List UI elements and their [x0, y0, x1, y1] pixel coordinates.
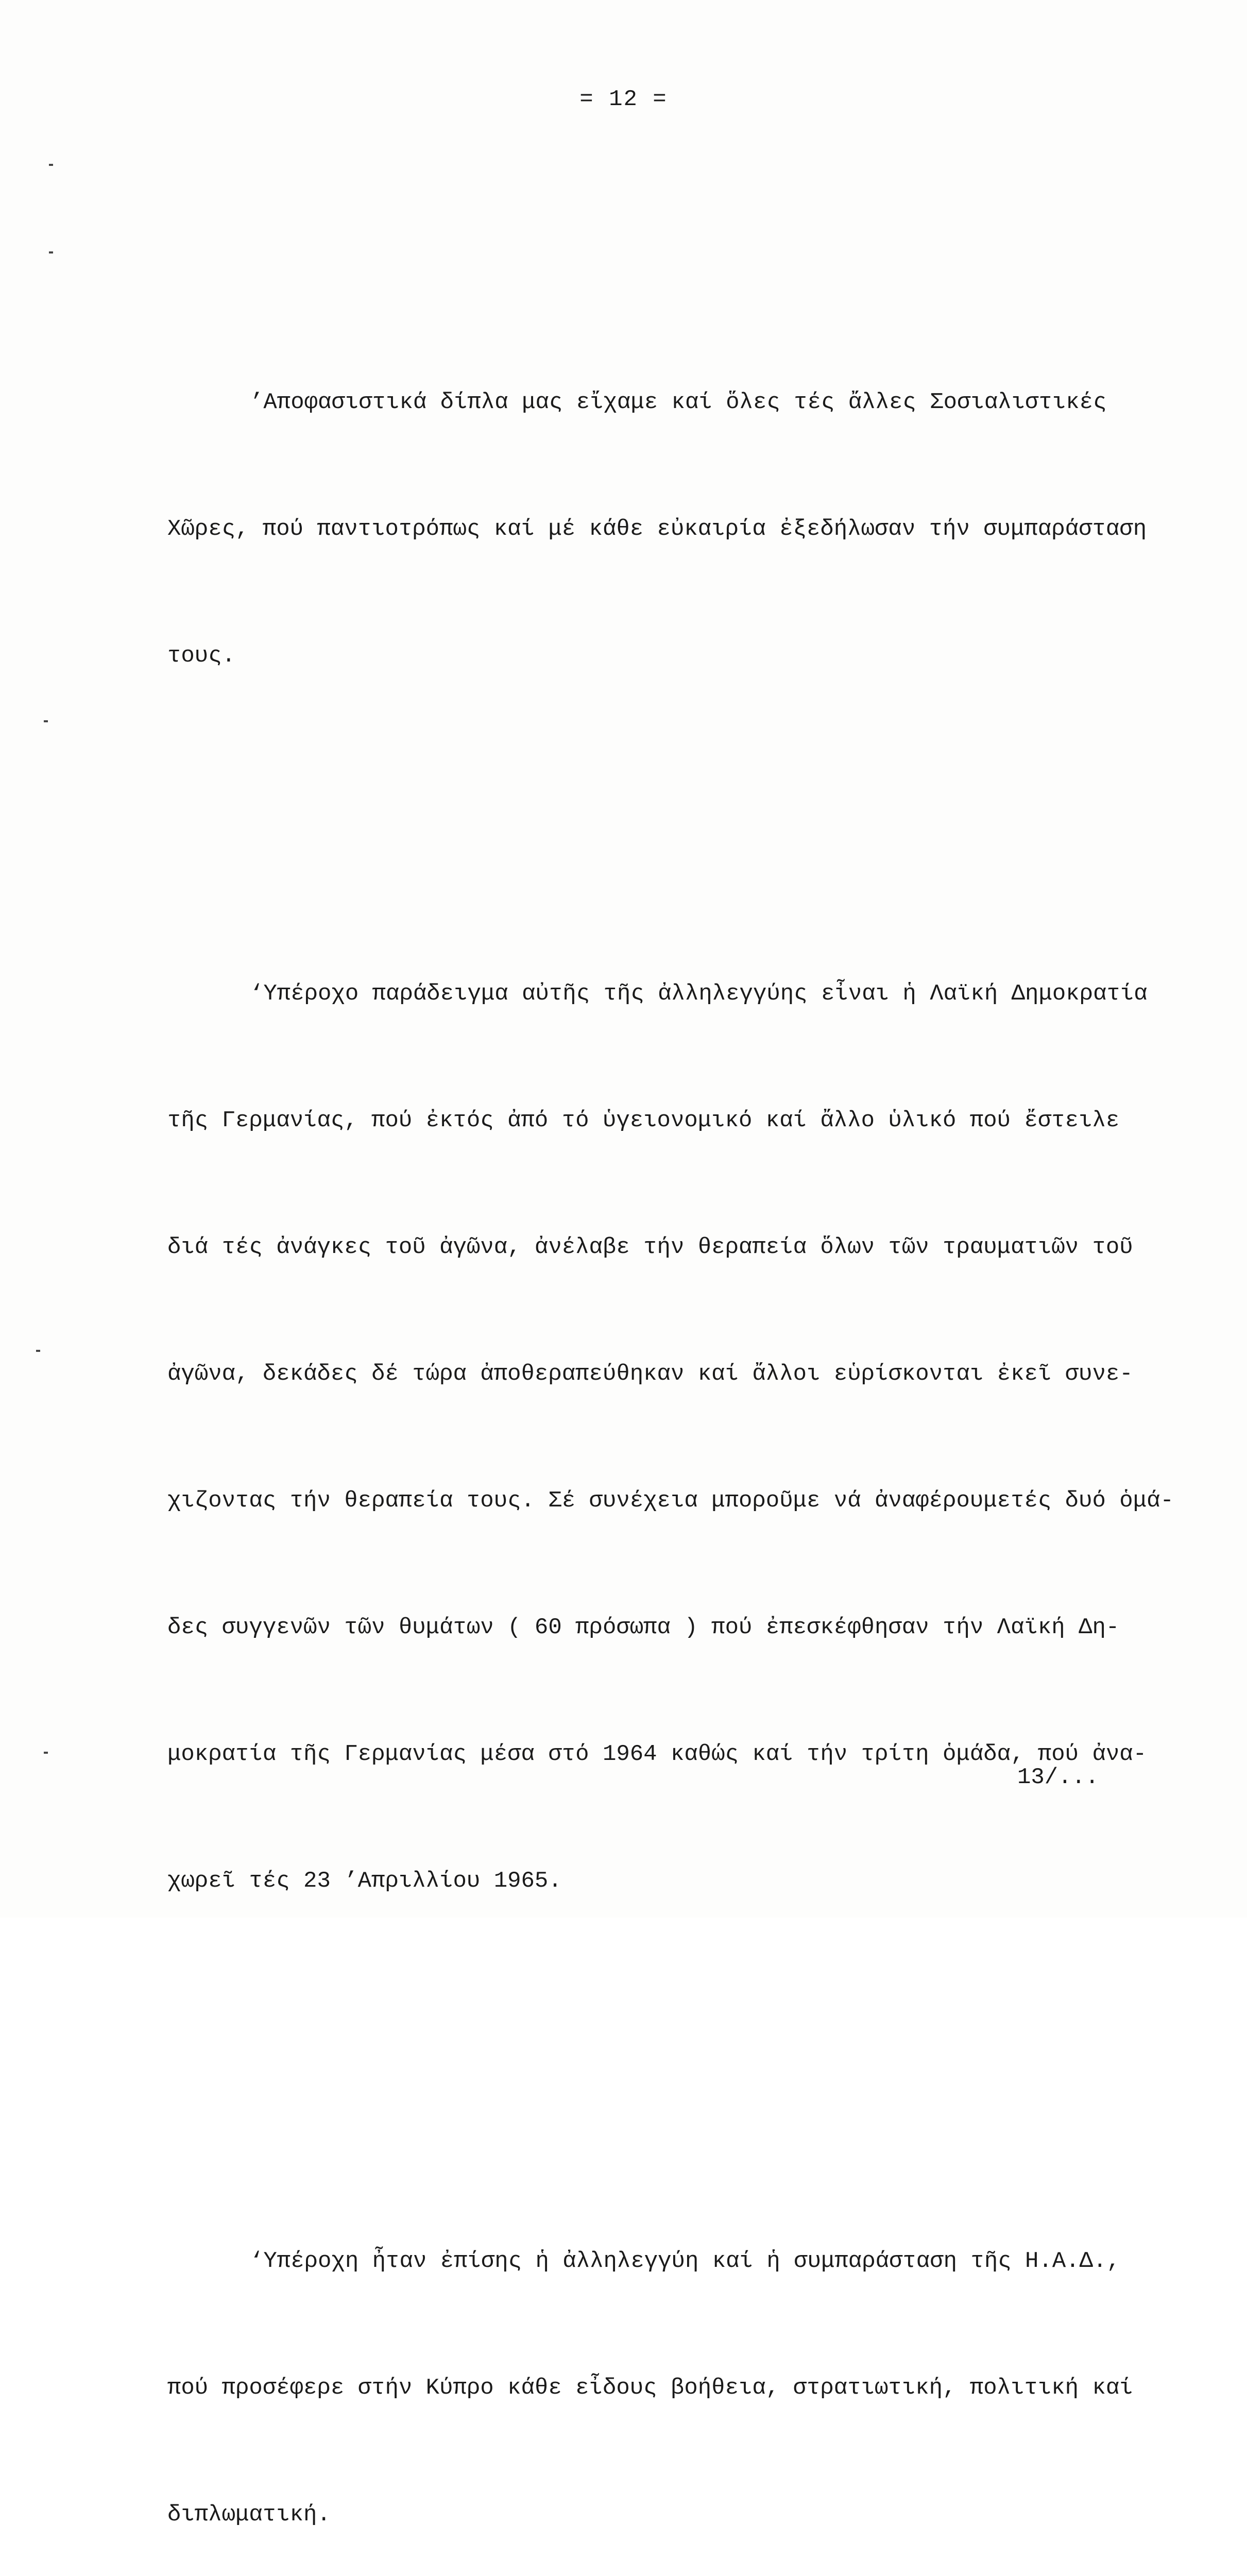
text-line: χιζοντας τήν θεραπεία τους. Σέ συνέχεια μποροῦμε νά ἀναφέρουμετές δυό ὁμά-	[167, 1488, 1174, 1514]
text-line: τῆς Γερμανίας, πού ἐκτός ἀπό τό ὑγειονομικό καί ἄλλο ὑλικό πού ἔστειλε	[167, 1108, 1120, 1133]
margin-mark	[36, 1350, 40, 1352]
paragraph	[167, 297, 1180, 761]
text-line: ‘Υπέροχο παράδειγμα αὐτῆς τῆς ἀλληλεγγύης εἶναι ἡ Λαϊκή Δημοκρατία	[250, 981, 1148, 1007]
margin-mark	[44, 720, 48, 722]
paragraph	[167, 888, 1180, 1987]
margin-mark	[44, 1752, 48, 1754]
text-line: πού προσέφερε στήν Κύπρο κάθε εἶδους βοήθεια, στρατιωτική, πολιτική καί	[167, 2375, 1133, 2401]
text-line: ἀγῶνα, δεκάδες δέ τώρα ἀποθεραπεύθηκαν καί ἄλλοι εὑρίσκονται ἐκεῖ συνε-	[167, 1361, 1133, 1387]
paragraph	[167, 2156, 1180, 2576]
text-line: δες συγγενῶν τῶν θυμάτων ( 60 πρόσωπα ) πού ἐπεσκέφθησαν τήν Λαϊκή Δη-	[167, 1615, 1120, 1640]
text-line: Χῶρες, πού παντιοτρόπως καί μέ κάθε εὐκαιρία ἐξεδήλωσαν τήν συμπαράσταση	[167, 516, 1147, 542]
margin-mark	[49, 164, 53, 166]
page-number: = 12 =	[579, 87, 668, 112]
text-line: διά τές ἀνάγκες τοῦ ἀγῶνα, ἀνέλαβε τήν θεραπεία ὅλων τῶν τραυματιῶν τοῦ	[167, 1234, 1133, 1260]
text-line: ‘Υπέροχη ἦταν ἐπίσης ἡ ἀλληλεγγύη καί ἡ συμπαράσταση τῆς Η.Α.Δ.,	[250, 2248, 1120, 2274]
text-line: χωρεῖ τές 23 ’Απριλλίου 1965.	[167, 1868, 562, 1894]
margin-mark	[49, 251, 53, 253]
text-line: μοκρατία τῆς Γερμανίας μέσα στό 1964 καθώς καί τήν τρίτη ὁμάδα, πού ἀνα-	[167, 1741, 1147, 1767]
document-body	[167, 170, 1180, 2576]
text-line: τους.	[167, 643, 236, 669]
text-line: διπλωματική.	[167, 2502, 331, 2528]
text-line: ’Αποφασιστικά δίπλα μας εἴχαμε καί ὅλες τές ἄλλες Σοσιαλιστικές	[250, 389, 1107, 415]
continuation-page-ref: 13/...	[1017, 1765, 1099, 1790]
